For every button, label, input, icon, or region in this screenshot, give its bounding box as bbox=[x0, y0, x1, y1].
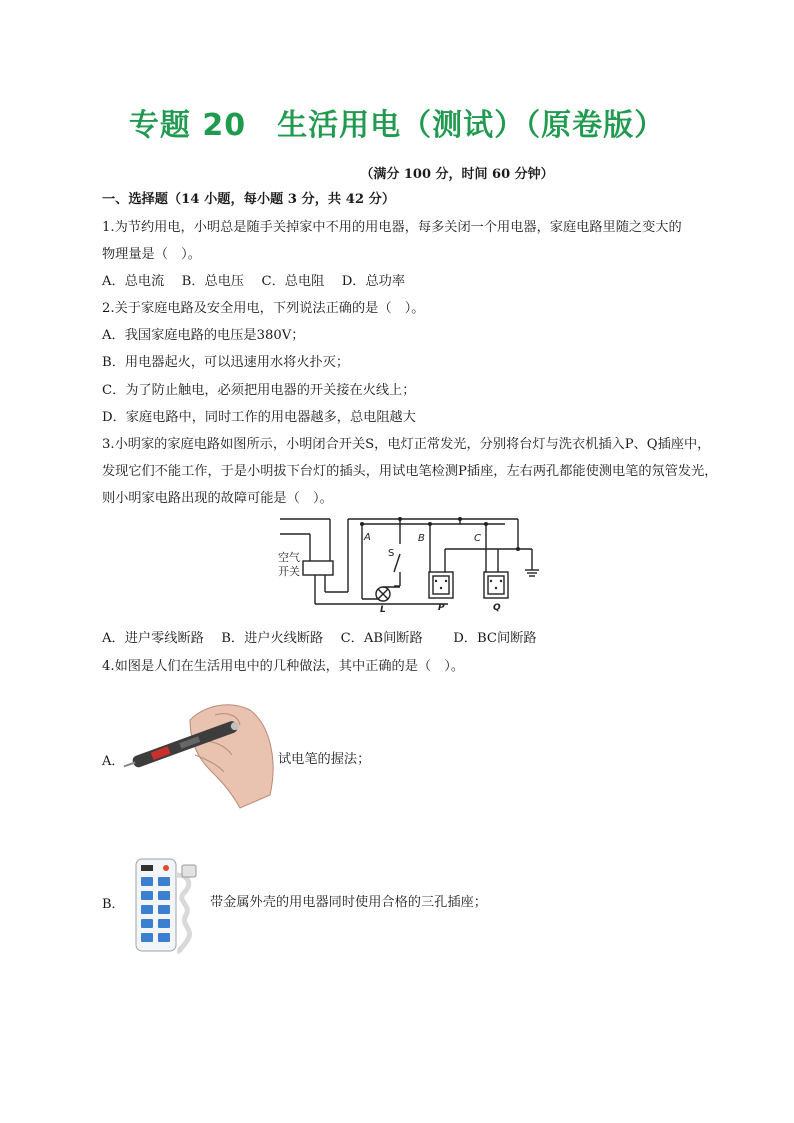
question-3-line-1: 3.小明家的家庭电路如图所示，小明闭合开关S，电灯正常发光，分别将台灯与洗衣机插入P、Q插座中， bbox=[102, 437, 711, 452]
question-3-line-2: 发现它们不能工作，于是小明拔下台灯的插头，用试电笔检测P插座，左右两孔都能使测电笔的氖管发光， bbox=[102, 464, 718, 479]
question-2-option-b: B．用电器起火，可以迅速用水将火扑灭； bbox=[102, 355, 350, 370]
question-4-stem: 4.如图是人们在生活用电中的几种做法，其中正确的是（ ）。 bbox=[102, 659, 465, 674]
section-heading: 一、选择题（14 小题，每小题 3 分，共 42 分） bbox=[102, 192, 396, 207]
power-strip-illustration bbox=[128, 855, 208, 955]
lamp-l-label: L bbox=[380, 605, 386, 614]
question-2-stem: 2.关于家庭电路及安全用电，下列说法正确的是（ ）。 bbox=[102, 301, 425, 316]
question-2-option-c: C．为了防止触电，必须把用电器的开关接在火线上； bbox=[102, 383, 416, 398]
socket-p-label: P bbox=[438, 603, 445, 613]
node-a-label: A bbox=[364, 532, 371, 543]
question-1-line-2: 物理量是（ ）。 bbox=[102, 247, 201, 262]
question-4-choice-a-letter: A． bbox=[102, 754, 125, 769]
question-3-line-3: 则小明家电路出现的故障可能是（ ）。 bbox=[102, 491, 333, 506]
question-1-line-1: 1.为节约用电，小明总是随手关掉家中不用的用电器，每多关闭一个用电器，家庭电路里随之变大的 bbox=[102, 220, 682, 235]
question-4-choice-a-text: 试电笔的握法； bbox=[278, 752, 371, 767]
switch-s-label: S bbox=[388, 548, 395, 559]
question-4-choice-b-letter: B． bbox=[102, 897, 125, 912]
question-1-options: A．总电流 B．总电压 C．总电阻 D．总功率 bbox=[102, 274, 406, 289]
score-time-info: （满分 100 分，时间 60 分钟） bbox=[360, 167, 554, 182]
test-pen-grip-illustration bbox=[120, 700, 280, 810]
node-b-label: B bbox=[418, 533, 425, 544]
socket-q-label: Q bbox=[493, 603, 501, 613]
node-c-label: C bbox=[474, 533, 481, 544]
household-circuit-diagram bbox=[270, 514, 550, 614]
breaker-label-bottom: 开关 bbox=[278, 565, 300, 578]
question-3-options: A．进户零线断路 B．进户火线断路 C．AB间断路 D．BC间断路 bbox=[102, 631, 537, 646]
question-4-choice-b-text: 带金属外壳的用电器同时使用合格的三孔插座； bbox=[210, 895, 487, 910]
breaker-label-top: 空气 bbox=[278, 551, 300, 564]
page-title: 专题 20 生活用电（测试）（原卷版） bbox=[128, 108, 666, 143]
question-2-option-a: A．我国家庭电路的电压是380V； bbox=[102, 328, 305, 343]
question-2-option-d: D．家庭电路中，同时工作的用电器越多，总电阻越大 bbox=[102, 410, 416, 425]
